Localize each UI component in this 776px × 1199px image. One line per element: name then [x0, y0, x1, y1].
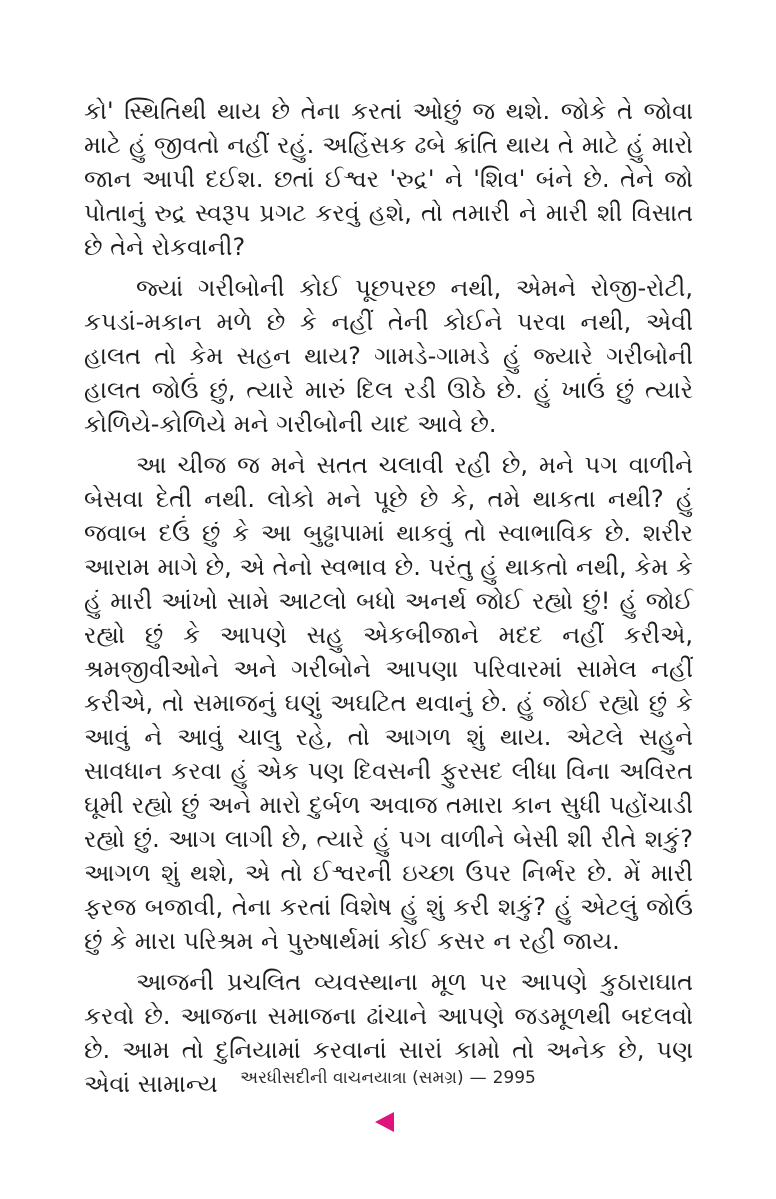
paragraph-4: આજની પ્રચલિત વ્યવસ્થાના મૂળ પર આપણે કુઠારાઘાત કરવો છે. આજના સમાજના ઢાંચાને આપણે જડમૂળથી બદલવો છે. આમ તો દુનિયામાં કરવાનાં સારાં કામો તો અનેક છે, પણ એવાં સામાન્ય [84, 968, 693, 1098]
previous-page-triangle-icon[interactable] [375, 1112, 394, 1132]
page-footer [0, 1066, 776, 1090]
footer-page-number: 2995 [492, 1068, 536, 1088]
paragraph-2: જ્યાં ગરીબોની કોઈ પૂછપરછ નથી, એમને રોજી-રોટી, કપડાં-મકાન મળે છે કે નહીં તેની કોઈને પરવા નથી, એવી હાલત તો કેમ સહન થાય? ગામડે-ગામડે હું જ્યારે ગરીબોની હાલત જોઉં છું, ત્યારે મારું દિલ રડી ઊઠે છે. હું ખાઉં છું ત્યારે કોળિયે-કોળિયે મને ગરીબોની યાદ આવે છે. [84, 274, 693, 438]
paragraph-3: આ ચીજ જ મને સતત ચલાવી રહી છે, મને પગ વાળીને બેસવા દેતી નથી. લોકો મને પૂછે છે કે, તમે થાકતા નથી? હું જવાબ દઉં છું કે આ બુઢ્ઢાપામાં થાકવું તો સ્વાભાવિક છે. શરીર આરામ માગે છે, એ તેનો સ્વભાવ છે. પરંતુ હું થાકતો નથી, કેમ કે હું મારી આંખો સામે આટલો બધો અનર્થ જોઈ રહ્યો છું! હું જોઈ રહ્યો છું કે આપણે સહુ એકબીજાને મદદ નહીં કરીએ, શ્રમજીવીઓને અને ગરીબોને આપણા પરિવારમાં સામેલ નહીં કરીએ, તો સમાજનું ઘણું અઘટિત થવાનું છે. હું જોઈ રહ્યો છું કે આવું ને આવું ચાલુ રહે, તો આગળ શું થાય. એટલે સહુને સાવધાન કરવા હું એક પણ દિવસની ફુરસદ લીધા વિના અવિરત ઘૂમી રહ્યો છું અને મારો દુર્બળ અવાજ તમારા કાન સુધી પહોંચાડી રહ્યો છું. આગ લાગી છે, ત્યારે હું પગ વાળીને બેસી શી રીતે શકું? આગળ શું થશે, એ તો ઈશ્વરની ઇચ્છા ઉપર નિર્ભર છે. મેં મારી ફરજ બજાવી, તેના કરતાં વિશેષ હું શું કરી શકું? હું એટલું જોઉં છું કે મારા પરિશ્રમ ને પુરુષાર્થમાં કોઈ કસર ન રહી જાય. [84, 451, 693, 955]
body-text [84, 94, 693, 1108]
footer-separator: — [469, 1068, 487, 1088]
footer-book-title: અરધીસદીની વાચનયાત્રા (સમગ્ર) [240, 1068, 464, 1088]
paragraph-1: કો' સ્થિતિથી થાય છે તેના કરતાં ઓછું જ થશે. જોકે તે જોવા માટે હું જીવતો નહીં રહું. અહિંસક ઢબે ક્રાંતિ થાય તે માટે હું મારો જાન આપી દઈશ. છતાં ઈશ્વર 'રુદ્ર' ને 'શિવ' બંને છે. તેને જો પોતાનું રુદ્ર સ્વરૂપ પ્રગટ કરવું હશે, તો તમારી ને મારી શી વિસાત છે તેને રોકવાની? [84, 97, 693, 261]
